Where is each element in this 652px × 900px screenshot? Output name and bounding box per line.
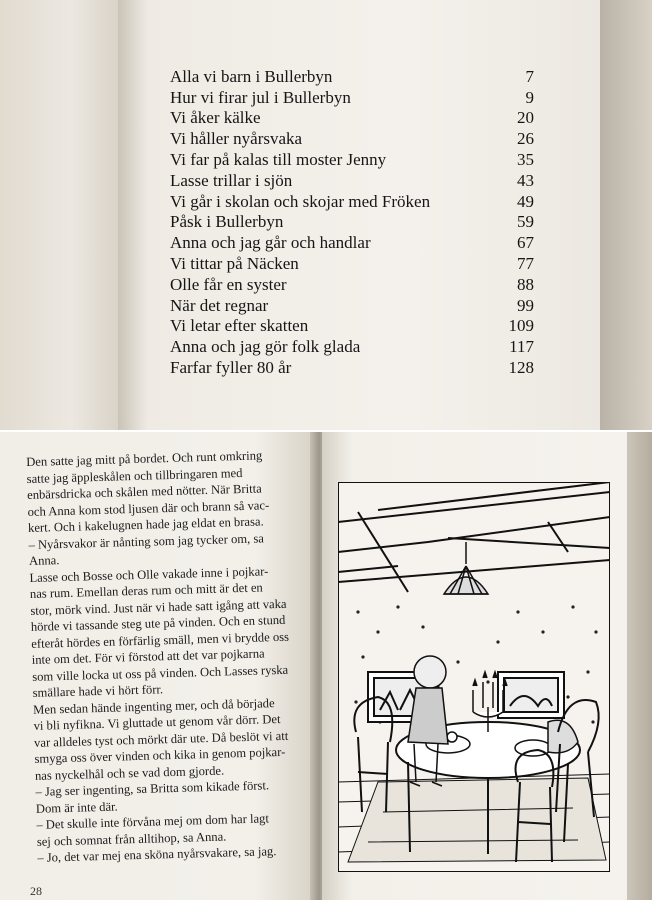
open-book-photo — [0, 432, 652, 900]
toc-entry-title: Påsk i Bullerbyn — [170, 212, 284, 232]
text-line: efteråt hördes en förfärlig smäll, men vi brydde oss — [31, 629, 290, 651]
toc-entry-title: Vi åker kälke — [170, 108, 261, 128]
toc-entry-title: Vi tittar på Näcken — [170, 253, 299, 273]
toc-entry-title: Hur vi firar jul i Bullerbyn — [170, 87, 351, 107]
toc-entry — [170, 336, 540, 357]
toc-entry-page: 7 — [525, 66, 534, 86]
text-line: stor, mörk vind. Just när vi hade satt igång att vaka — [30, 596, 287, 618]
toc-entry-page: 88 — [517, 274, 534, 294]
toc-entry-page: 20 — [517, 108, 534, 128]
toc-entry — [170, 108, 540, 129]
toc-entry — [170, 87, 540, 108]
toc-entry-page: 77 — [517, 253, 534, 273]
toc-entry-page: 26 — [517, 129, 534, 149]
text-line: satte jag äppleskålen och tillbringaren med — [26, 465, 243, 486]
text-line: smällare hade vi hört förr. — [32, 682, 164, 700]
text-line: Den satte jag mitt på bordet. Och runt omkring — [26, 448, 263, 469]
text-line: Dom är inte där. — [35, 799, 118, 816]
toc-entry — [170, 128, 540, 149]
toc-entry — [170, 274, 540, 295]
toc-entry-title: Alla vi barn i Bullerbyn — [170, 66, 333, 86]
toc-entry-page: 109 — [508, 316, 534, 336]
text-line: hörde vi tassande steg ute på vinden. Och en stund — [30, 612, 286, 634]
toc-entry — [170, 232, 540, 253]
toc-entry-title: Lasse trillar i sjön — [170, 170, 293, 190]
toc-entry-page: 49 — [517, 191, 534, 211]
text-line: inte om det. För vi förstod att det var pojkarna — [31, 646, 265, 667]
text-line: smyga oss över vinden och kika in genom pojkar- — [34, 744, 286, 766]
toc-entry — [170, 212, 540, 233]
text-line: Anna. — [28, 553, 60, 568]
toc-entry-page: 43 — [517, 170, 534, 190]
text-line: Lasse och Bosse och Olle vakade inne i pojkar- — [29, 563, 269, 585]
text-line: var alldeles tyst och mörkt där ute. Då beslöt vi att — [33, 728, 289, 750]
page-shadow — [600, 0, 652, 430]
text-line: Men sedan hände ingenting mer, och då började — [32, 695, 275, 717]
nyarsvaka-illustration — [338, 482, 610, 872]
toc-entry-title: Olle får en syster — [170, 274, 287, 294]
toc-entry-title: Vi håller nyårsvaka — [170, 129, 303, 149]
text-line: – Det skulle inte förvåna mej om dom har lagt — [36, 811, 270, 832]
text-line: enbärsdricka och skålen med nötter. När Britta — [26, 481, 262, 502]
text-line: och Anna kom stod ljusen där och brann så vac- — [27, 497, 270, 519]
book-edge — [627, 432, 652, 900]
story-text — [26, 446, 329, 866]
toc-entry-title: Farfar fyller 80 år — [170, 357, 292, 377]
toc-entry-title: Vi går i skolan och skojar med Fröken — [170, 191, 431, 211]
toc-entry-page: 67 — [517, 233, 534, 253]
text-line: sej och somnat från alltihop, sa Anna. — [36, 829, 227, 849]
toc-entry — [170, 295, 540, 316]
toc-entry — [170, 316, 540, 337]
text-line: – Jag ser ingenting, sa Britta som kikade först. — [35, 778, 270, 799]
toc-entry — [170, 149, 540, 170]
text-line: vi bli nyfikna. Vi gluttade ut genom vår dörr. Det — [33, 712, 281, 733]
toc-entry-page: 99 — [517, 295, 534, 315]
toc-entry-title: Vi far på kalas till moster Jenny — [170, 149, 387, 169]
toc-entry-page: 59 — [517, 212, 534, 232]
toc-entry — [170, 170, 540, 191]
wall-picture-right — [498, 672, 564, 718]
page-number: 28 — [30, 884, 42, 898]
text-line: kert. Och i kakelugnen hade jag eldat en brasa. — [27, 514, 264, 535]
toc-entry — [170, 191, 540, 212]
toc-entry-page: 117 — [509, 337, 534, 357]
toc-entry-title: När det regnar — [170, 295, 269, 315]
toc-entry-page: 9 — [525, 87, 534, 107]
toc-entry — [170, 66, 540, 87]
toc-entry-title: Anna och jag gör folk glada — [170, 337, 361, 357]
toc-entry — [170, 253, 540, 274]
toc-entry-page: 35 — [517, 149, 534, 169]
toc-entry — [170, 357, 540, 378]
table-of-contents — [170, 66, 540, 378]
text-line: nas rum. Emellan deras rum och mitt är det en — [29, 580, 263, 601]
text-line: nas nyckelhål och se vad dom gjorde. — [34, 763, 225, 783]
toc-entry-title: Vi letar efter skatten — [170, 316, 309, 336]
contents-page-photo — [0, 0, 652, 430]
toc-entry-page: 128 — [508, 357, 534, 377]
text-line: – Jo, det var mej ena sköna nyårsvakare, sa jag. — [37, 844, 277, 865]
text-line: som ville locka ut oss på vinden. Och Lasses ryska — [32, 662, 289, 684]
toc-entry-title: Anna och jag går och handlar — [170, 233, 371, 253]
facing-page-edge — [0, 0, 118, 430]
text-line: – Nyårsvakor är nånting som jag tycker om, sa — [28, 530, 265, 552]
